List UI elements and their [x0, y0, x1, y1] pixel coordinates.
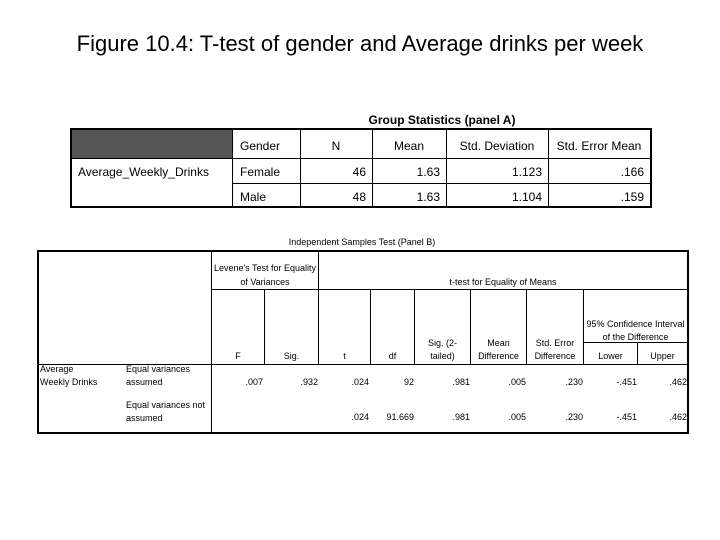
pb-row-sig2: .981	[452, 377, 470, 387]
pa-row-mean: 1.63	[416, 190, 440, 204]
pa-row-gender: Male	[240, 190, 267, 204]
pb-row-sig2: .981	[452, 412, 470, 422]
pb-variable-label-1: Average	[40, 364, 74, 374]
pb-row-meandiff: .005	[508, 412, 526, 422]
pb-ci-header-1: 95% Confidence Interval	[586, 319, 685, 329]
pb-col-lower: Lower	[598, 351, 623, 361]
pb-row-t: .024	[351, 377, 369, 387]
independent-samples-title: Independent Samples Test (Panel B)	[288, 237, 436, 247]
pb-col-meandiff-2: Difference	[478, 351, 519, 361]
pb-row-meandiff: .005	[508, 377, 526, 387]
pb-row-sig: .932	[300, 377, 318, 387]
pb-col-sediff-2: Difference	[534, 351, 576, 361]
pb-col-sig2-1: Sig. (2-	[427, 338, 457, 348]
pa-row-n: 46	[352, 165, 366, 179]
pb-ci-header-2: of the Difference	[602, 332, 669, 342]
pb-col-sig: Sig.	[283, 351, 300, 361]
pa-row-gender: Female	[240, 165, 281, 179]
pa-variable-label: Average_Weekly_Drinks	[78, 165, 209, 179]
pa-header-n: N	[331, 139, 341, 153]
pb-ttest-header: t-test for Equality of Means	[449, 277, 557, 287]
pb-levene-header-2: of Variances	[240, 277, 290, 287]
pb-row-label-2: assumed	[126, 377, 163, 387]
figure-title: Figure 10.4: T-test of gender and Average drinks per week	[76, 31, 644, 56]
pb-row-upper: .462	[669, 377, 687, 387]
pb-col-sig2-2: tailed)	[430, 351, 455, 361]
pb-variable-label-2: Weekly Drinks	[40, 377, 98, 387]
pa-header-sem: Std. Error Mean	[556, 139, 642, 153]
pa-header-mean: Mean	[393, 139, 425, 153]
pb-row-lower: -.451	[616, 412, 637, 422]
group-statistics-title: Group Statistics (panel A)	[368, 113, 516, 127]
pa-row-sem: .159	[620, 190, 644, 204]
pb-row-df: 92	[403, 377, 414, 387]
pb-row-label-1: Equal variances	[126, 364, 191, 374]
pb-row-f: .007	[245, 377, 263, 387]
pb-row-df: 91.669	[386, 412, 414, 422]
pa-row-sd: 1.123	[511, 165, 542, 179]
pb-levene-header-1: Levene's Test for Equality	[213, 263, 317, 273]
pb-col-upper: Upper	[650, 351, 675, 361]
pb-col-t: t	[343, 351, 346, 361]
pa-row-sem: .166	[620, 165, 644, 179]
pb-col-meandiff-1: Mean	[487, 338, 510, 348]
pb-row-sediff: .230	[565, 412, 583, 422]
pa-header-rule	[72, 158, 650, 159]
pb-row-lower: -.451	[616, 377, 637, 387]
pb-row-sediff: .230	[565, 377, 583, 387]
pa-header-sd: Std. Deviation	[459, 139, 535, 153]
pa-header-gender: Gender	[240, 139, 281, 153]
pb-row-upper: .462	[669, 412, 687, 422]
pb-col-df: df	[388, 351, 397, 361]
pb-col-sediff-1: Std. Error	[535, 338, 575, 348]
pb-row-label-1: Equal variances not	[126, 400, 206, 410]
pa-col-rule	[232, 130, 233, 206]
pb-row-t: .024	[351, 412, 369, 422]
pb-row-label-2: assumed	[126, 413, 163, 423]
pa-row-rule	[232, 183, 650, 184]
pa-row-sd: 1.104	[511, 190, 542, 204]
pb-col-f: F	[235, 351, 241, 361]
pa-row-n: 48	[352, 190, 366, 204]
pb-group-rule	[211, 289, 687, 290]
pa-row-mean: 1.63	[416, 165, 440, 179]
